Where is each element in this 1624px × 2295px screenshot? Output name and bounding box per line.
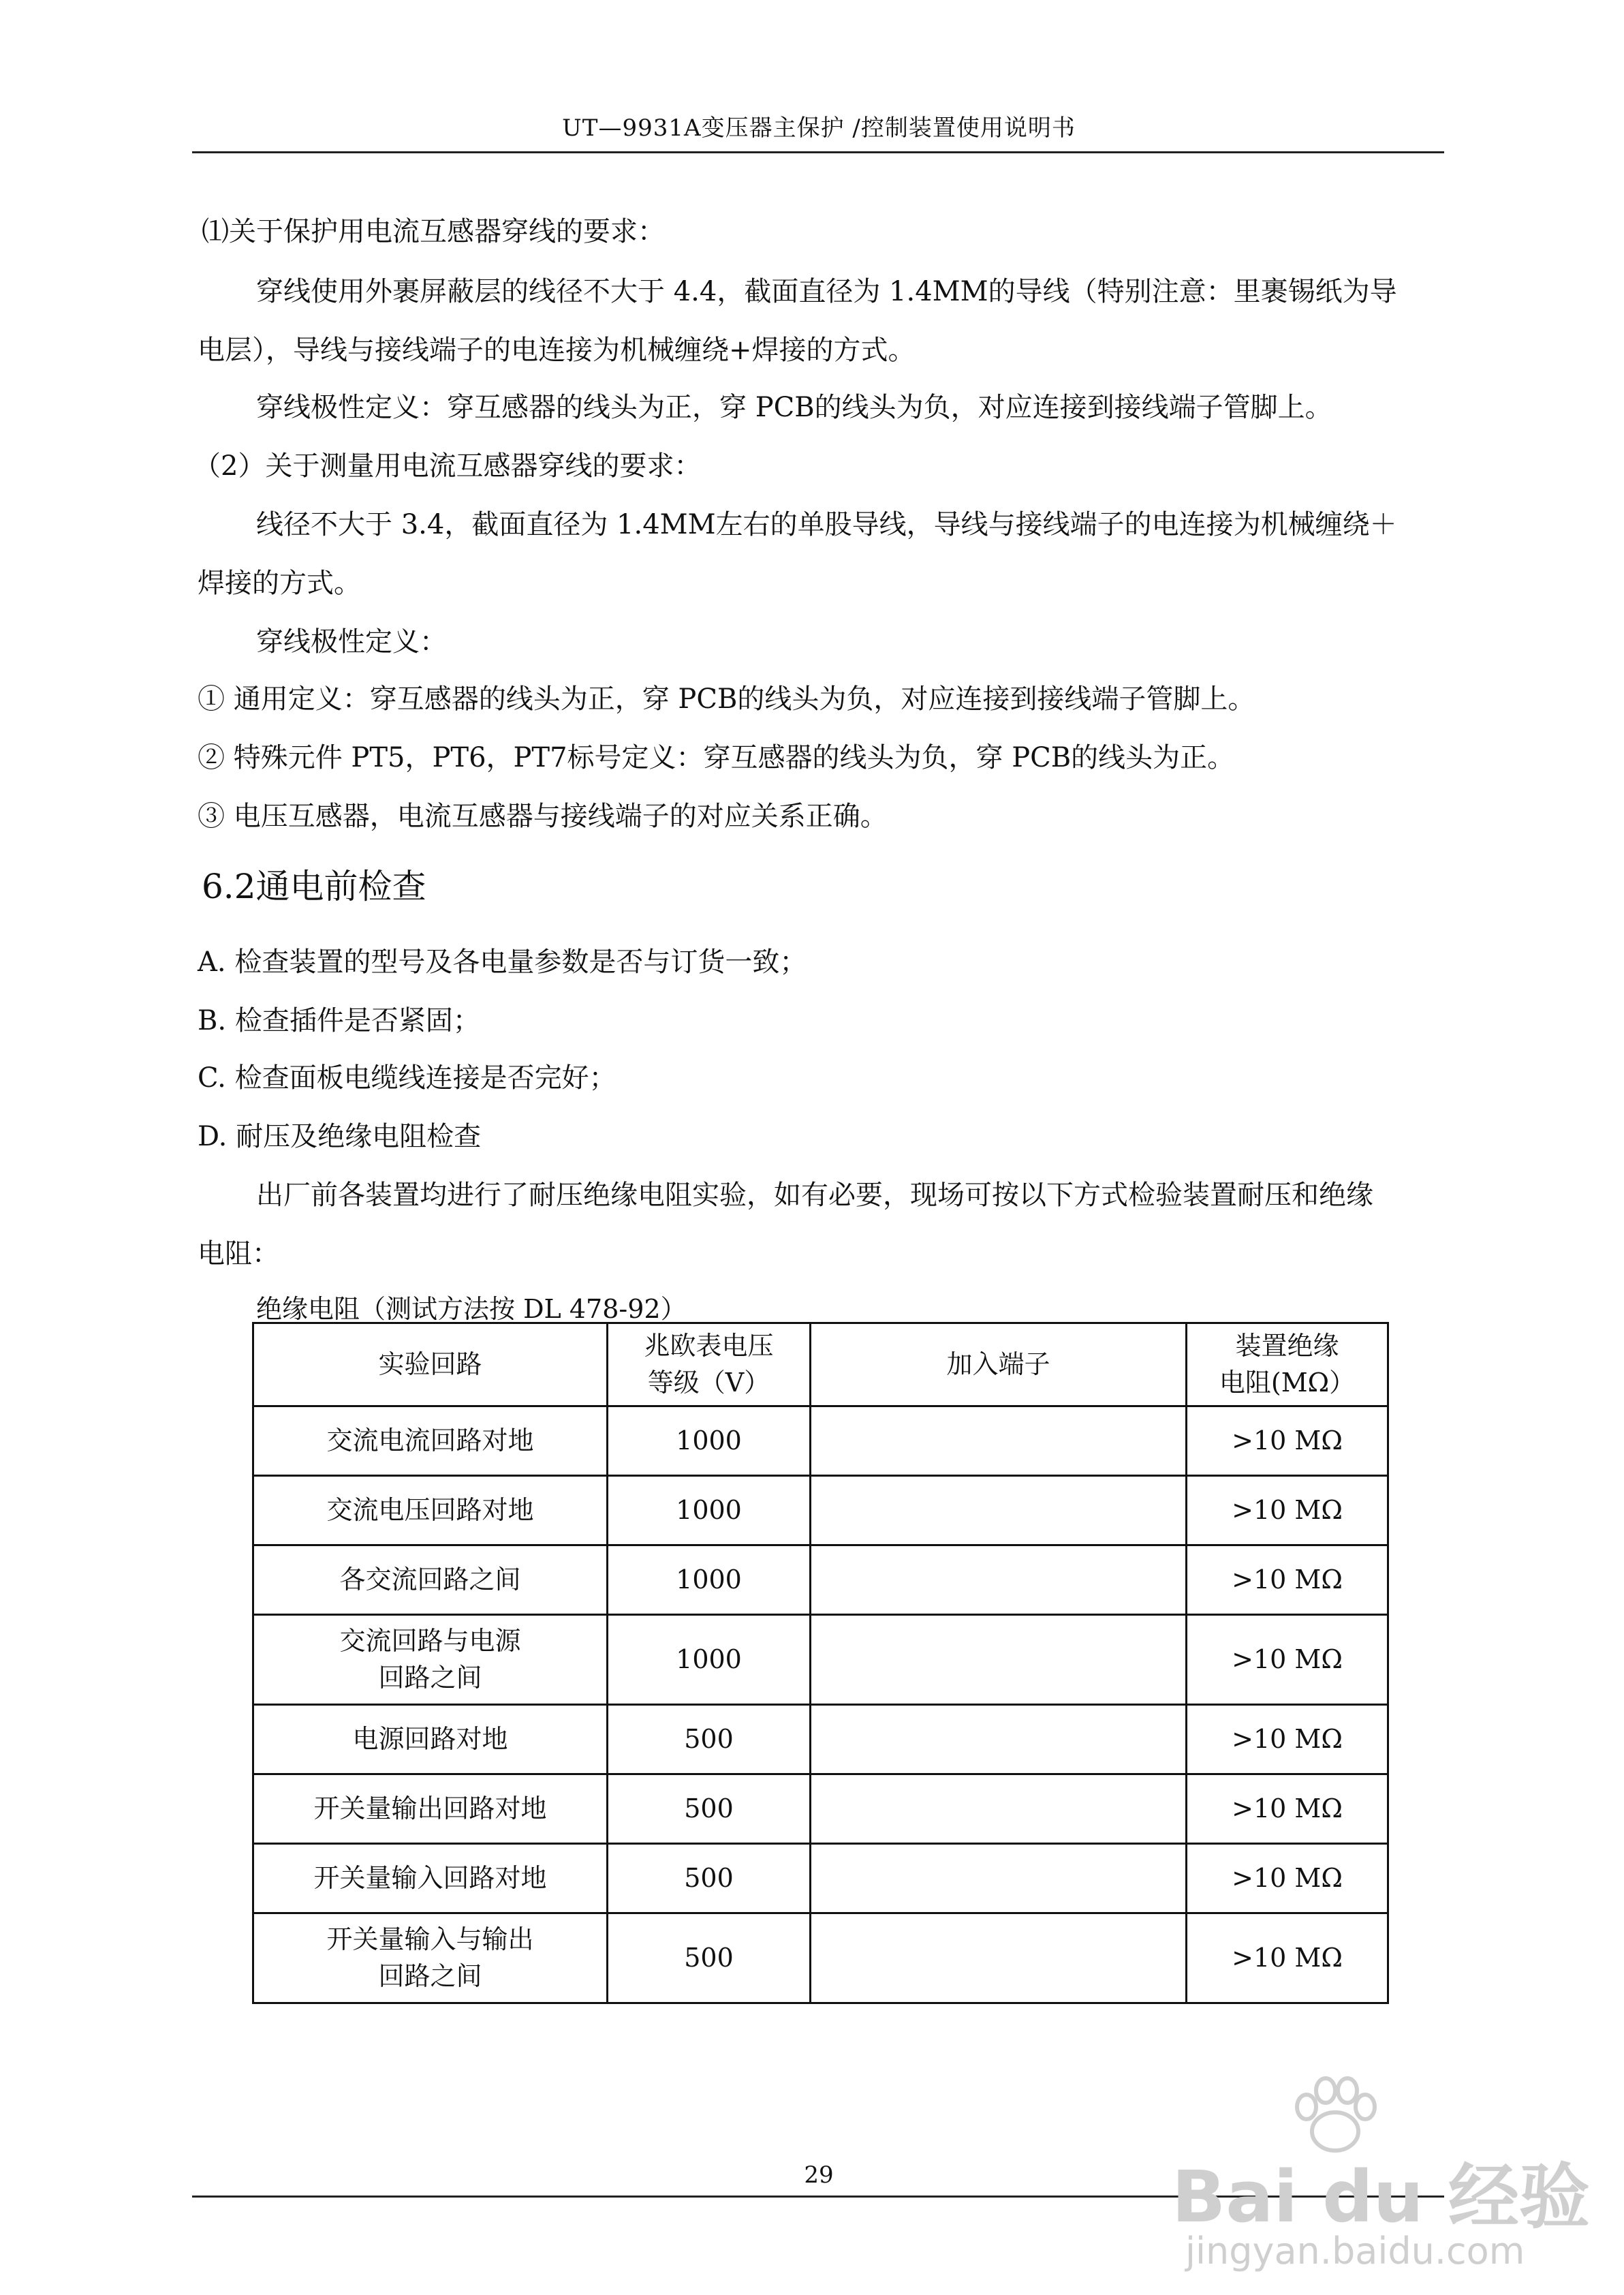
cell-circuit-line2: 回路之间 <box>378 1960 482 1991</box>
cell-terminal <box>811 1705 1187 1774</box>
watermark-brand: Bai du 经验 <box>1172 2155 1590 2238</box>
table-header-row <box>253 1323 1388 1406</box>
header-insulation-line2: 电阻(MΩ） <box>1219 1367 1356 1398</box>
cell-voltage: 1000 <box>608 1615 811 1705</box>
cell-voltage: 1000 <box>608 1406 811 1476</box>
cell-circuit <box>253 1615 608 1705</box>
cell-voltage: 500 <box>608 1913 811 2003</box>
check-item-b: B. 检查插件是否紧固； <box>198 1005 480 1036</box>
cell-circuit-line1: 开关量输入与输出 <box>326 1924 534 1955</box>
cell-voltage: 500 <box>608 1774 811 1844</box>
header-megger-voltage <box>608 1323 811 1406</box>
section-title: 6.2通电前检查 <box>202 867 426 906</box>
cell-terminal <box>811 1476 1187 1545</box>
cell-terminal <box>811 1913 1187 2003</box>
table-row <box>253 1545 1388 1615</box>
polarity-item-2: ② 特殊元件 PT5，PT6，PT7标号定义：穿互感器的线头为负，穿 PCB的线头为正。 <box>198 742 1235 773</box>
cell-circuit-line2: 回路之间 <box>378 1662 482 1693</box>
ct-protection-text-1: 穿线使用外裹屏蔽层的线径不大于 4.4，截面直径为 1.4MM的导线（特别注意：里裹锡纸为导 <box>256 276 1397 307</box>
check-item-d: D. 耐压及绝缘电阻检查 <box>198 1121 482 1152</box>
polarity-item-3: ③ 电压互感器，电流互感器与接线端子的对应关系正确。 <box>198 801 888 832</box>
test-paragraph-line-2: 电阻： <box>198 1238 279 1269</box>
cell-terminal <box>811 1615 1187 1705</box>
insulation-resistance-table <box>252 1322 1389 2004</box>
polarity-definition-label: 穿线极性定义： <box>256 626 447 658</box>
header-terminals: 加入端子 <box>811 1323 1187 1406</box>
ct-measurement-heading: （2）关于测量用电流互感器穿线的要求： <box>193 450 702 482</box>
cell-resistance: >10 MΩ <box>1187 1615 1388 1705</box>
cell-circuit: 各交流回路之间 <box>253 1545 608 1615</box>
polarity-item-1: ① 通用定义：穿互感器的线头为正，穿 PCB的线头为负，对应连接到接线端子管脚上。 <box>198 683 1255 715</box>
cell-circuit: 交流电压回路对地 <box>253 1476 608 1545</box>
ct-measurement-text-2: 焊接的方式。 <box>198 568 361 599</box>
watermark-url: jingyan.baidu.com <box>1185 2230 1525 2273</box>
page-number: 29 <box>804 2161 834 2189</box>
ct-protection-heading: ⑴关于保护用电流互感器穿线的要求： <box>202 216 665 247</box>
header-megger-voltage-line2: 等级（V） <box>647 1367 770 1398</box>
cell-resistance: >10 MΩ <box>1187 1406 1388 1476</box>
table-row <box>253 1774 1388 1844</box>
cell-terminal <box>811 1406 1187 1476</box>
cell-resistance: >10 MΩ <box>1187 1844 1388 1913</box>
header-insulation-resistance <box>1187 1323 1388 1406</box>
table-row <box>253 1705 1388 1774</box>
header-rule <box>192 151 1444 153</box>
test-paragraph-line-1: 出厂前各装置均进行了耐压绝缘电阻实验，如有必要，现场可按以下方式检验装置耐压和绝缘 <box>256 1180 1373 1211</box>
ct-measurement-text-1: 线径不大于 3.4，截面直径为 1.4MM左右的单股导线，导线与接线端子的电连接为机械缠绕＋ <box>256 509 1397 540</box>
cell-terminal <box>811 1844 1187 1913</box>
header-test-circuit: 实验回路 <box>253 1323 608 1406</box>
table-row <box>253 1406 1388 1476</box>
cell-circuit-line1: 交流回路与电源 <box>339 1626 521 1657</box>
cell-resistance: >10 MΩ <box>1187 1476 1388 1545</box>
cell-terminal <box>811 1774 1187 1844</box>
cell-circuit: 电源回路对地 <box>253 1705 608 1774</box>
cell-resistance: >10 MΩ <box>1187 1545 1388 1615</box>
document-header-title: UT—9931A变压器主保护 /控制装置使用说明书 <box>562 114 1076 142</box>
header-megger-voltage-line1: 兆欧表电压 <box>644 1331 774 1361</box>
table-row <box>253 1615 1388 1705</box>
cell-voltage: 1000 <box>608 1545 811 1615</box>
check-item-a: A. 检查装置的型号及各电量参数是否与订货一致； <box>198 946 807 978</box>
baidu-watermark <box>1158 2071 1594 2276</box>
check-item-c: C. 检查面板电缆线连接是否完好； <box>198 1062 616 1094</box>
cell-circuit: 交流电流回路对地 <box>253 1406 608 1476</box>
cell-circuit: 开关量输出回路对地 <box>253 1774 608 1844</box>
table-row <box>253 1476 1388 1545</box>
cell-resistance: >10 MΩ <box>1187 1705 1388 1774</box>
ct-protection-polarity: 穿线极性定义：穿互感器的线头为正，穿 PCB的线头为负，对应连接到接线端子管脚上。 <box>256 392 1332 423</box>
cell-resistance: >10 MΩ <box>1187 1913 1388 2003</box>
cell-circuit: 开关量输入回路对地 <box>253 1844 608 1913</box>
cell-voltage: 1000 <box>608 1476 811 1545</box>
table-caption: 绝缘电阻（测试方法按 DL 478-92） <box>256 1294 687 1324</box>
cell-voltage: 500 <box>608 1705 811 1774</box>
table-row <box>253 1913 1388 2003</box>
cell-circuit <box>253 1913 608 2003</box>
cell-resistance: >10 MΩ <box>1187 1774 1388 1844</box>
ct-protection-text-2: 电层），导线与接线端子的电连接为机械缠绕+焊接的方式。 <box>198 335 916 366</box>
cell-voltage: 500 <box>608 1844 811 1913</box>
header-insulation-line1: 装置绝缘 <box>1235 1331 1339 1361</box>
table-row <box>253 1844 1388 1913</box>
cell-terminal <box>811 1545 1187 1615</box>
